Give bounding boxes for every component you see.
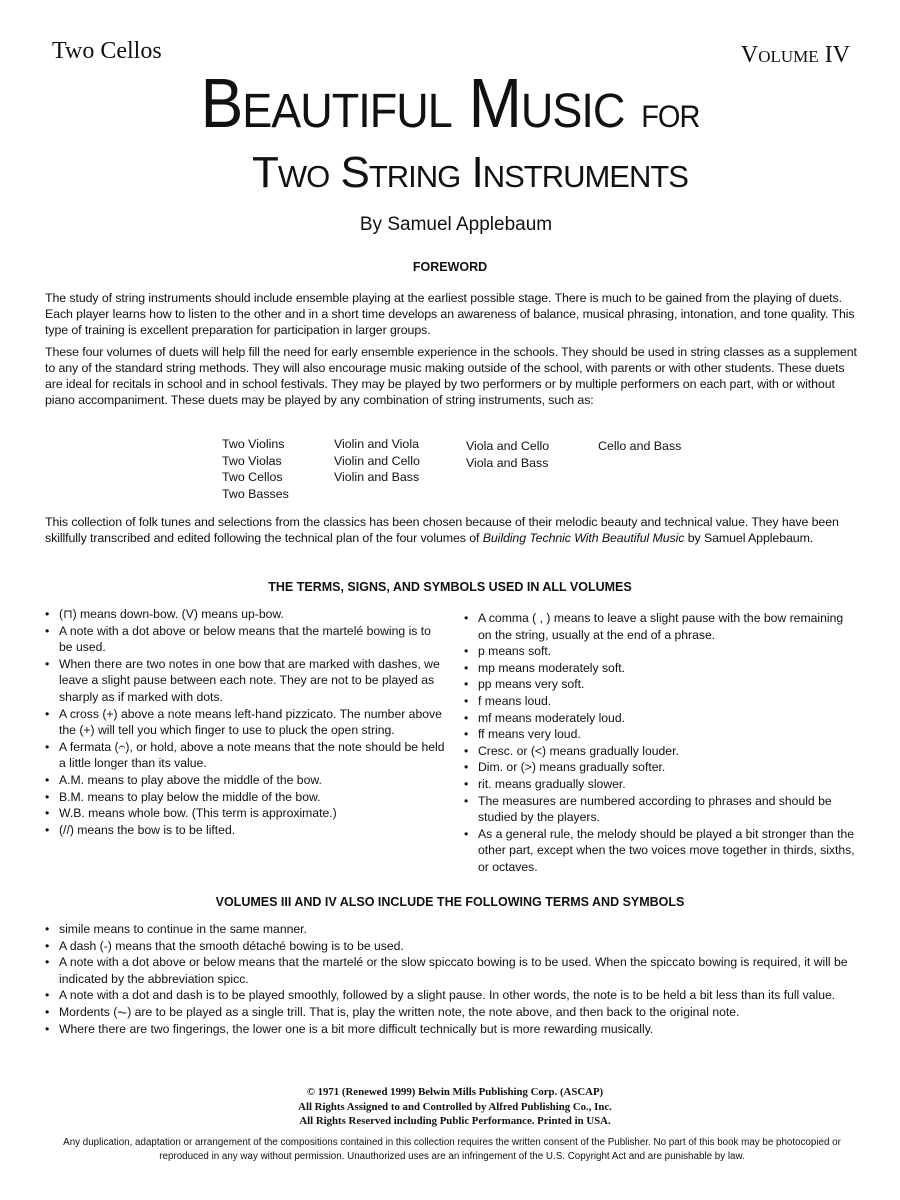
foreword-heading: FOREWORD — [412, 260, 488, 274]
list-item: • A comma ( , ) means to leave a slight pause with the bow remaining on the string, usually at the end of a phrase. — [464, 610, 859, 643]
list-item: • A cross (+) above a note means left-hand pizzicato. The number above the (+) will tell you which finger to use to pluck the open string. — [45, 706, 445, 739]
author-line: By Samuel Applebaum — [359, 214, 553, 235]
list-item: • The measures are numbered according to phrases and should be studied by the players. — [464, 793, 859, 826]
combo-item: Violin and Cello — [334, 453, 420, 468]
list-item: • A note with a dot and dash is to be played smoothly, followed by a slight pause. In other words, the note is to be held a bit less than its full value. — [45, 987, 860, 1004]
list-item: • Where there are two fingerings, the lower one is a bit more difficult technically but is more rewarding musically. — [45, 1021, 860, 1038]
combo-item: Two Basses — [222, 486, 289, 501]
list-item: • simile means to continue in the same manner. — [45, 921, 860, 938]
list-item: • rit. means gradually slower. — [464, 776, 859, 793]
combo-item: Cello and Bass — [598, 439, 682, 453]
list-item: • Dim. or (>) means gradually softer. — [464, 759, 859, 776]
list-item: • As a general rule, the melody should be played a bit stronger than the other part, except when the two voices move together in thirds, sixths, or octaves. — [464, 826, 859, 876]
title-for: for — [641, 85, 700, 137]
list-item: • A.M. means to play above the middle of the bow. — [45, 772, 445, 789]
list-item: • When there are two notes in one bow that are marked with dashes, we leave a slight pause between each note. They are not to be played as sharply as if marked with dots. — [45, 656, 445, 706]
list-item: • A dash (-) means that the smooth détaché bowing is to be used. — [45, 938, 860, 955]
combo-column-1 — [222, 436, 289, 502]
list-item: • W.B. means whole bow. (This term is approximate.) — [45, 805, 445, 822]
combo-item: Two Cellos — [222, 470, 283, 484]
instrument-label: Two Cellos — [52, 38, 162, 64]
title-main: Beautiful Music — [200, 64, 625, 142]
list-item: • B.M. means to play below the middle of the bow. — [45, 789, 445, 806]
foreword-para-1: The study of string instruments should include ensemble playing at the earliest possible stage. There is much to be gained from the playing of duets. Each player learns how to listen to the other and in a short time develops an awareness of balance, musical phrasing, intonation, and tone quality. This type of training is excellent preparation for participation in larger groups. — [45, 291, 855, 337]
list-item: • Mordents (⏦) are to be played as a single trill. That is, play the written note, the note above, and then back to the original note. — [45, 1004, 860, 1021]
terms-list-left — [45, 606, 445, 838]
combo-column-3 — [466, 438, 549, 471]
foreword-para-3-end: by Samuel Applebaum. — [684, 531, 814, 545]
volume-label: Volume IV — [740, 42, 850, 68]
legal-notice: Any duplication, adaptation or arrangement of the compositions contained in this collection requires the written consent of the Publisher. No part of this book may be photocopied or reproduced in any way without permission. Unauthorized uses are an infringement of the U.S. Copyright Act and are punishable by law. — [63, 1137, 841, 1162]
list-item: • mp means moderately soft. — [464, 660, 859, 677]
rights-line: All Rights Assigned to and Controlled by Alfred Publishing Co., Inc. — [298, 1100, 612, 1113]
foreword-para-3 — [45, 514, 860, 552]
extra-terms-list — [45, 921, 860, 1037]
list-item: • (⊓) means down-bow. (V) means up-bow. — [45, 606, 445, 623]
terms-heading: THE TERMS, SIGNS, AND SYMBOLS USED IN ALL VOLUMES — [268, 580, 632, 594]
foreword-para-3-text: This collection of folk tunes and selections from the classics has been chosen because of their melodic beauty and technical value. They have been skillfully transcribed and edited following the technical plan of the four volumes of — [45, 515, 839, 545]
terms-list-right — [464, 610, 859, 876]
list-item: • f means loud. — [464, 693, 859, 710]
combo-item: Two Violas — [222, 453, 282, 468]
combo-item: Violin and Viola — [334, 437, 419, 451]
combo-item: Two Violins — [222, 437, 285, 451]
foreword-para-2: These four volumes of duets will help fill the need for early ensemble experience in the schools. They should be used in string classes as a supplement to any of the standard string methods. They will also encourage music making outside of the school, with parents or with other students. These duets are ideal for recitals in school and in school festivals. They may be played by two performers or by multiple performers on each part, with or without piano accompaniment. These duets may be played by any combination of string instruments, such as: — [45, 345, 857, 407]
foreword-text — [45, 290, 860, 414]
list-item: • A note with a dot above or below means that the martelé bowing is to be used. — [45, 623, 445, 656]
reserved-line: All Rights Reserved including Public Performance. Printed in USA. — [299, 1115, 611, 1127]
extra-terms-heading: VOLUMES III AND IV ALSO INCLUDE THE FOLLOWING TERMS AND SYMBOLS — [215, 895, 685, 909]
list-item: • ff means very loud. — [464, 726, 859, 743]
combo-item: Viola and Cello — [466, 439, 550, 453]
combo-column-2 — [334, 436, 420, 486]
book-title: Building Technic With Beautiful Music — [482, 531, 685, 545]
list-item: • A fermata (𝄐), or hold, above a note means that the note should be held a little longer than its value. — [45, 739, 445, 772]
copyright-block — [0, 1085, 900, 1129]
list-item: • Cresc. or (<) means gradually louder. — [464, 743, 859, 760]
combo-item: Violin and Bass — [334, 470, 420, 484]
list-item: • mf means moderately loud. — [464, 710, 859, 727]
list-item: • p means soft. — [464, 643, 859, 660]
copyright-line: © 1971 (Renewed 1999) Belwin Mills Publishing Corp. (ASCAP) — [306, 1086, 604, 1098]
list-item: • A note with a dot above or below means that the martelé or the slow spiccato bowing is to be used. When the spiccato bowing is required, it will be indicated by the abbreviation spicc. — [45, 954, 860, 987]
combo-item: Viola and Bass — [466, 455, 549, 470]
list-item: • (//) means the bow is to be lifted. — [45, 822, 445, 839]
page-subtitle: Two String Instruments — [252, 148, 688, 197]
list-item: • pp means very soft. — [464, 676, 859, 693]
combo-column-4 — [598, 438, 681, 455]
page-title — [0, 63, 900, 143]
